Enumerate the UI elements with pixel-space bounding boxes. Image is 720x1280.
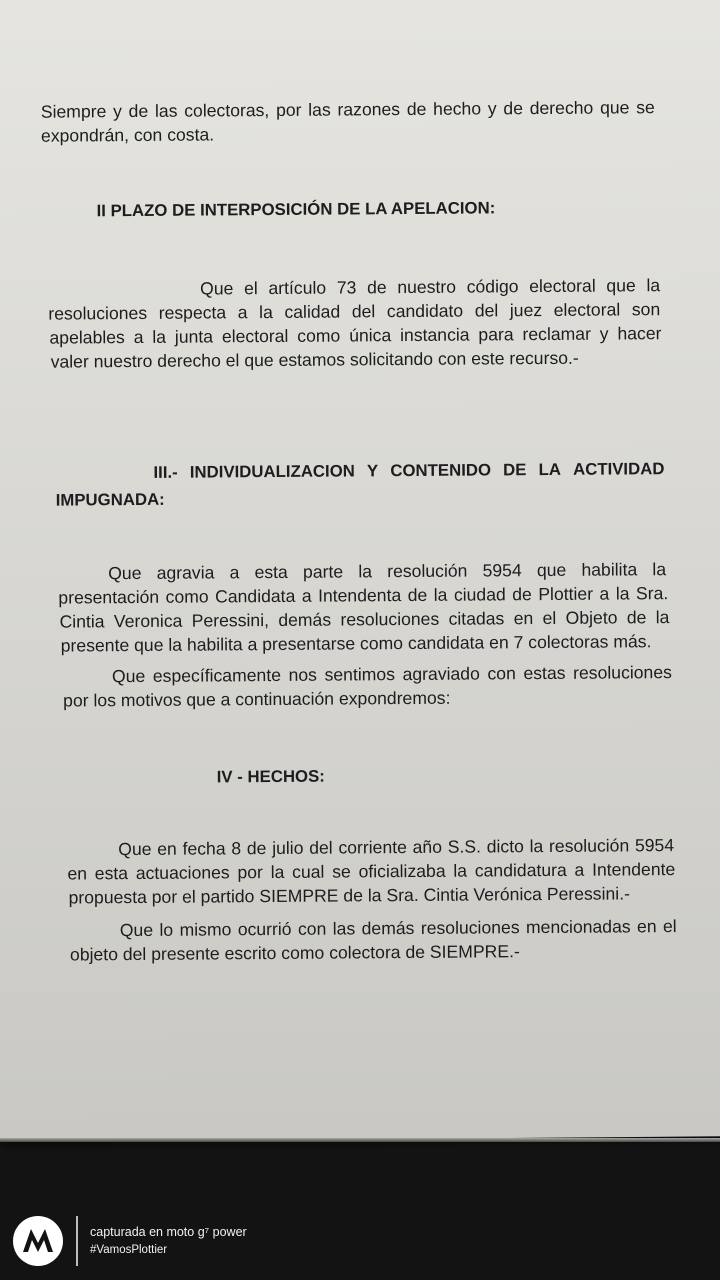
word: de <box>512 584 532 605</box>
heading-part: LA <box>538 459 561 480</box>
word: electoral <box>553 299 621 320</box>
word: Veronica <box>113 610 183 632</box>
word: la <box>655 607 670 628</box>
word: corriente <box>338 837 407 858</box>
word: Que <box>111 665 146 687</box>
word: agraviado <box>402 663 480 685</box>
word: que <box>606 275 636 296</box>
word: año <box>412 836 443 857</box>
word: fecha <box>182 838 226 859</box>
word: del <box>474 300 499 321</box>
heading-part: III.- <box>153 462 178 482</box>
word: demás <box>361 917 415 939</box>
word: lo <box>159 919 174 940</box>
word: dicto <box>486 836 524 857</box>
word: 8 <box>231 838 242 859</box>
word: de <box>503 98 524 119</box>
watermark-device-text: capturada en moto g⁷ power <box>90 1225 247 1239</box>
bottom-dark-area <box>0 1150 720 1280</box>
word: Intendenta <box>317 585 402 606</box>
word: para <box>478 324 514 345</box>
section-heading-individualizacion-cont: IMPUGNADA: <box>55 489 165 510</box>
word: resoluciones <box>340 608 440 630</box>
word: código <box>466 276 519 297</box>
word: en <box>636 916 657 937</box>
word: respecta <box>158 302 227 323</box>
text-line <box>200 273 660 300</box>
word: reclamar <box>522 323 591 345</box>
word: 5954 <box>482 560 522 581</box>
word: de <box>407 584 428 606</box>
word: específicamente <box>152 664 282 686</box>
word: resoluciones <box>573 662 672 683</box>
word: apelables <box>49 327 125 348</box>
word: de <box>246 838 267 859</box>
word: en <box>513 608 534 629</box>
word: la <box>152 326 167 347</box>
word: a <box>229 562 240 583</box>
word: que <box>599 97 630 118</box>
word: ocurrió <box>237 918 292 940</box>
word: como <box>165 586 209 607</box>
text-line: presente que la habilita a presentarse como candidata en 7 colectoras más. <box>60 631 652 656</box>
word: de <box>626 607 647 628</box>
word: julio <box>272 837 304 859</box>
word: la <box>646 275 661 296</box>
word: la <box>270 861 285 883</box>
heading-part: ACTIVIDAD <box>572 459 665 479</box>
word: la <box>529 836 544 857</box>
word: Que <box>118 838 152 860</box>
word: razones <box>337 99 401 120</box>
word: las <box>154 100 178 121</box>
text-line: objeto del presente escrito como colectora de SIEMPRE.- <box>69 941 520 965</box>
word: Objeto <box>565 607 618 628</box>
word: habilita <box>581 559 638 580</box>
word: Que <box>108 562 142 584</box>
word: esta <box>94 863 129 884</box>
text-line: valer nuestro derecho el que estamos solicitando con este recurso.- <box>50 347 579 372</box>
word: del <box>351 301 376 322</box>
word: cual <box>292 861 325 882</box>
heading-part: DE <box>503 460 527 480</box>
text-line <box>120 914 677 942</box>
word: la <box>615 583 630 604</box>
word: Sra. <box>635 583 669 604</box>
text-line: por los motivos que a continuación expondremos: <box>63 687 451 711</box>
word: con <box>487 663 516 684</box>
word: la <box>453 860 468 881</box>
word: parte <box>302 561 344 582</box>
text-line: expondrán, con costa. <box>40 124 215 146</box>
word: oficializaba <box>358 860 446 882</box>
word: Que <box>119 919 154 941</box>
word: nos <box>288 664 318 685</box>
word: Intendente <box>592 859 676 880</box>
word: el <box>542 607 557 629</box>
word: las <box>308 99 331 120</box>
section-heading-plazo: II PLAZO DE INTERPOSICIÓN DE LA APELACION: <box>96 198 496 221</box>
word: Plottier <box>538 583 594 605</box>
word: Siempre <box>40 101 107 122</box>
word: Que <box>200 278 234 299</box>
word: única <box>349 325 392 346</box>
word: 5954 <box>634 835 675 856</box>
word: se <box>636 97 655 118</box>
word: a <box>599 583 610 604</box>
word: juez <box>509 300 543 321</box>
word: ciudad <box>453 584 506 605</box>
word: de <box>406 98 427 120</box>
text-line <box>41 95 655 124</box>
word: se <box>332 861 351 882</box>
motorola-logo-icon <box>13 1216 63 1266</box>
word: de <box>366 277 387 298</box>
word: las <box>332 918 356 939</box>
word: a <box>574 859 585 880</box>
word: por <box>275 99 302 120</box>
word: con <box>297 918 327 939</box>
word: y <box>113 101 122 122</box>
word: de <box>128 100 149 122</box>
word: demás <box>278 609 332 630</box>
word: mencionadas <box>525 916 631 938</box>
word: en <box>157 838 177 859</box>
word: resolución <box>387 560 468 582</box>
word: y <box>599 323 609 344</box>
word: a <box>301 585 312 606</box>
word: por <box>237 862 263 883</box>
word: presentación <box>58 586 160 608</box>
word: Peressini, <box>191 610 270 631</box>
word: resolución <box>548 835 630 856</box>
word: y <box>487 98 497 119</box>
word: artículo <box>268 277 327 299</box>
word: el <box>662 916 677 937</box>
heading-part: INDIVIDUALIZACION <box>189 461 355 482</box>
word: calidad <box>284 301 341 322</box>
word: derecho <box>529 97 594 119</box>
word: 73 <box>336 277 357 298</box>
section-heading-individualizacion <box>153 457 664 485</box>
word: el <box>243 278 258 299</box>
word: S.S. <box>447 836 482 857</box>
word: colectoras, <box>184 100 270 121</box>
word: hecho <box>433 98 482 119</box>
word: son <box>631 299 661 320</box>
word: la <box>259 302 273 323</box>
word: que <box>536 559 567 581</box>
section-heading-hechos: IV - HECHOS: <box>216 766 325 787</box>
word: candidato <box>386 300 464 322</box>
word: resoluciones <box>420 917 520 938</box>
word: nuestro <box>397 276 457 298</box>
heading-part: Y <box>366 461 379 481</box>
word: agravia <box>156 562 215 583</box>
word: sentimos <box>324 664 396 685</box>
word: instancia <box>400 324 470 346</box>
watermark-hashtag-text: #VamosPlottier <box>90 1244 168 1256</box>
word: a <box>237 302 248 323</box>
text-line: propuesta por el partido SIEMPRE de la Sra. Cintia Verónica Peressini.- <box>68 883 630 908</box>
word: Cintia <box>59 611 105 632</box>
word: en <box>67 863 88 884</box>
word: esta <box>254 561 288 583</box>
word: junta <box>174 326 214 347</box>
word: la <box>433 584 448 605</box>
word: electoral <box>529 275 596 297</box>
word: Candidata <box>215 585 296 607</box>
heading-part: CONTENIDO <box>390 460 492 481</box>
word: electoral <box>221 325 289 347</box>
word: la <box>358 561 373 582</box>
text-line <box>112 660 672 688</box>
word: del <box>309 837 333 858</box>
word: como <box>297 325 341 346</box>
word: actuaciones <box>135 862 230 884</box>
watermark-divider <box>76 1216 78 1266</box>
word: candidatura <box>474 859 567 881</box>
word: a <box>133 326 144 348</box>
word: resoluciones <box>48 302 148 324</box>
word: citadas <box>448 608 505 629</box>
word: estas <box>523 662 566 684</box>
word: mismo <box>179 919 232 940</box>
word: hacer <box>617 323 662 344</box>
word: la <box>652 559 667 580</box>
